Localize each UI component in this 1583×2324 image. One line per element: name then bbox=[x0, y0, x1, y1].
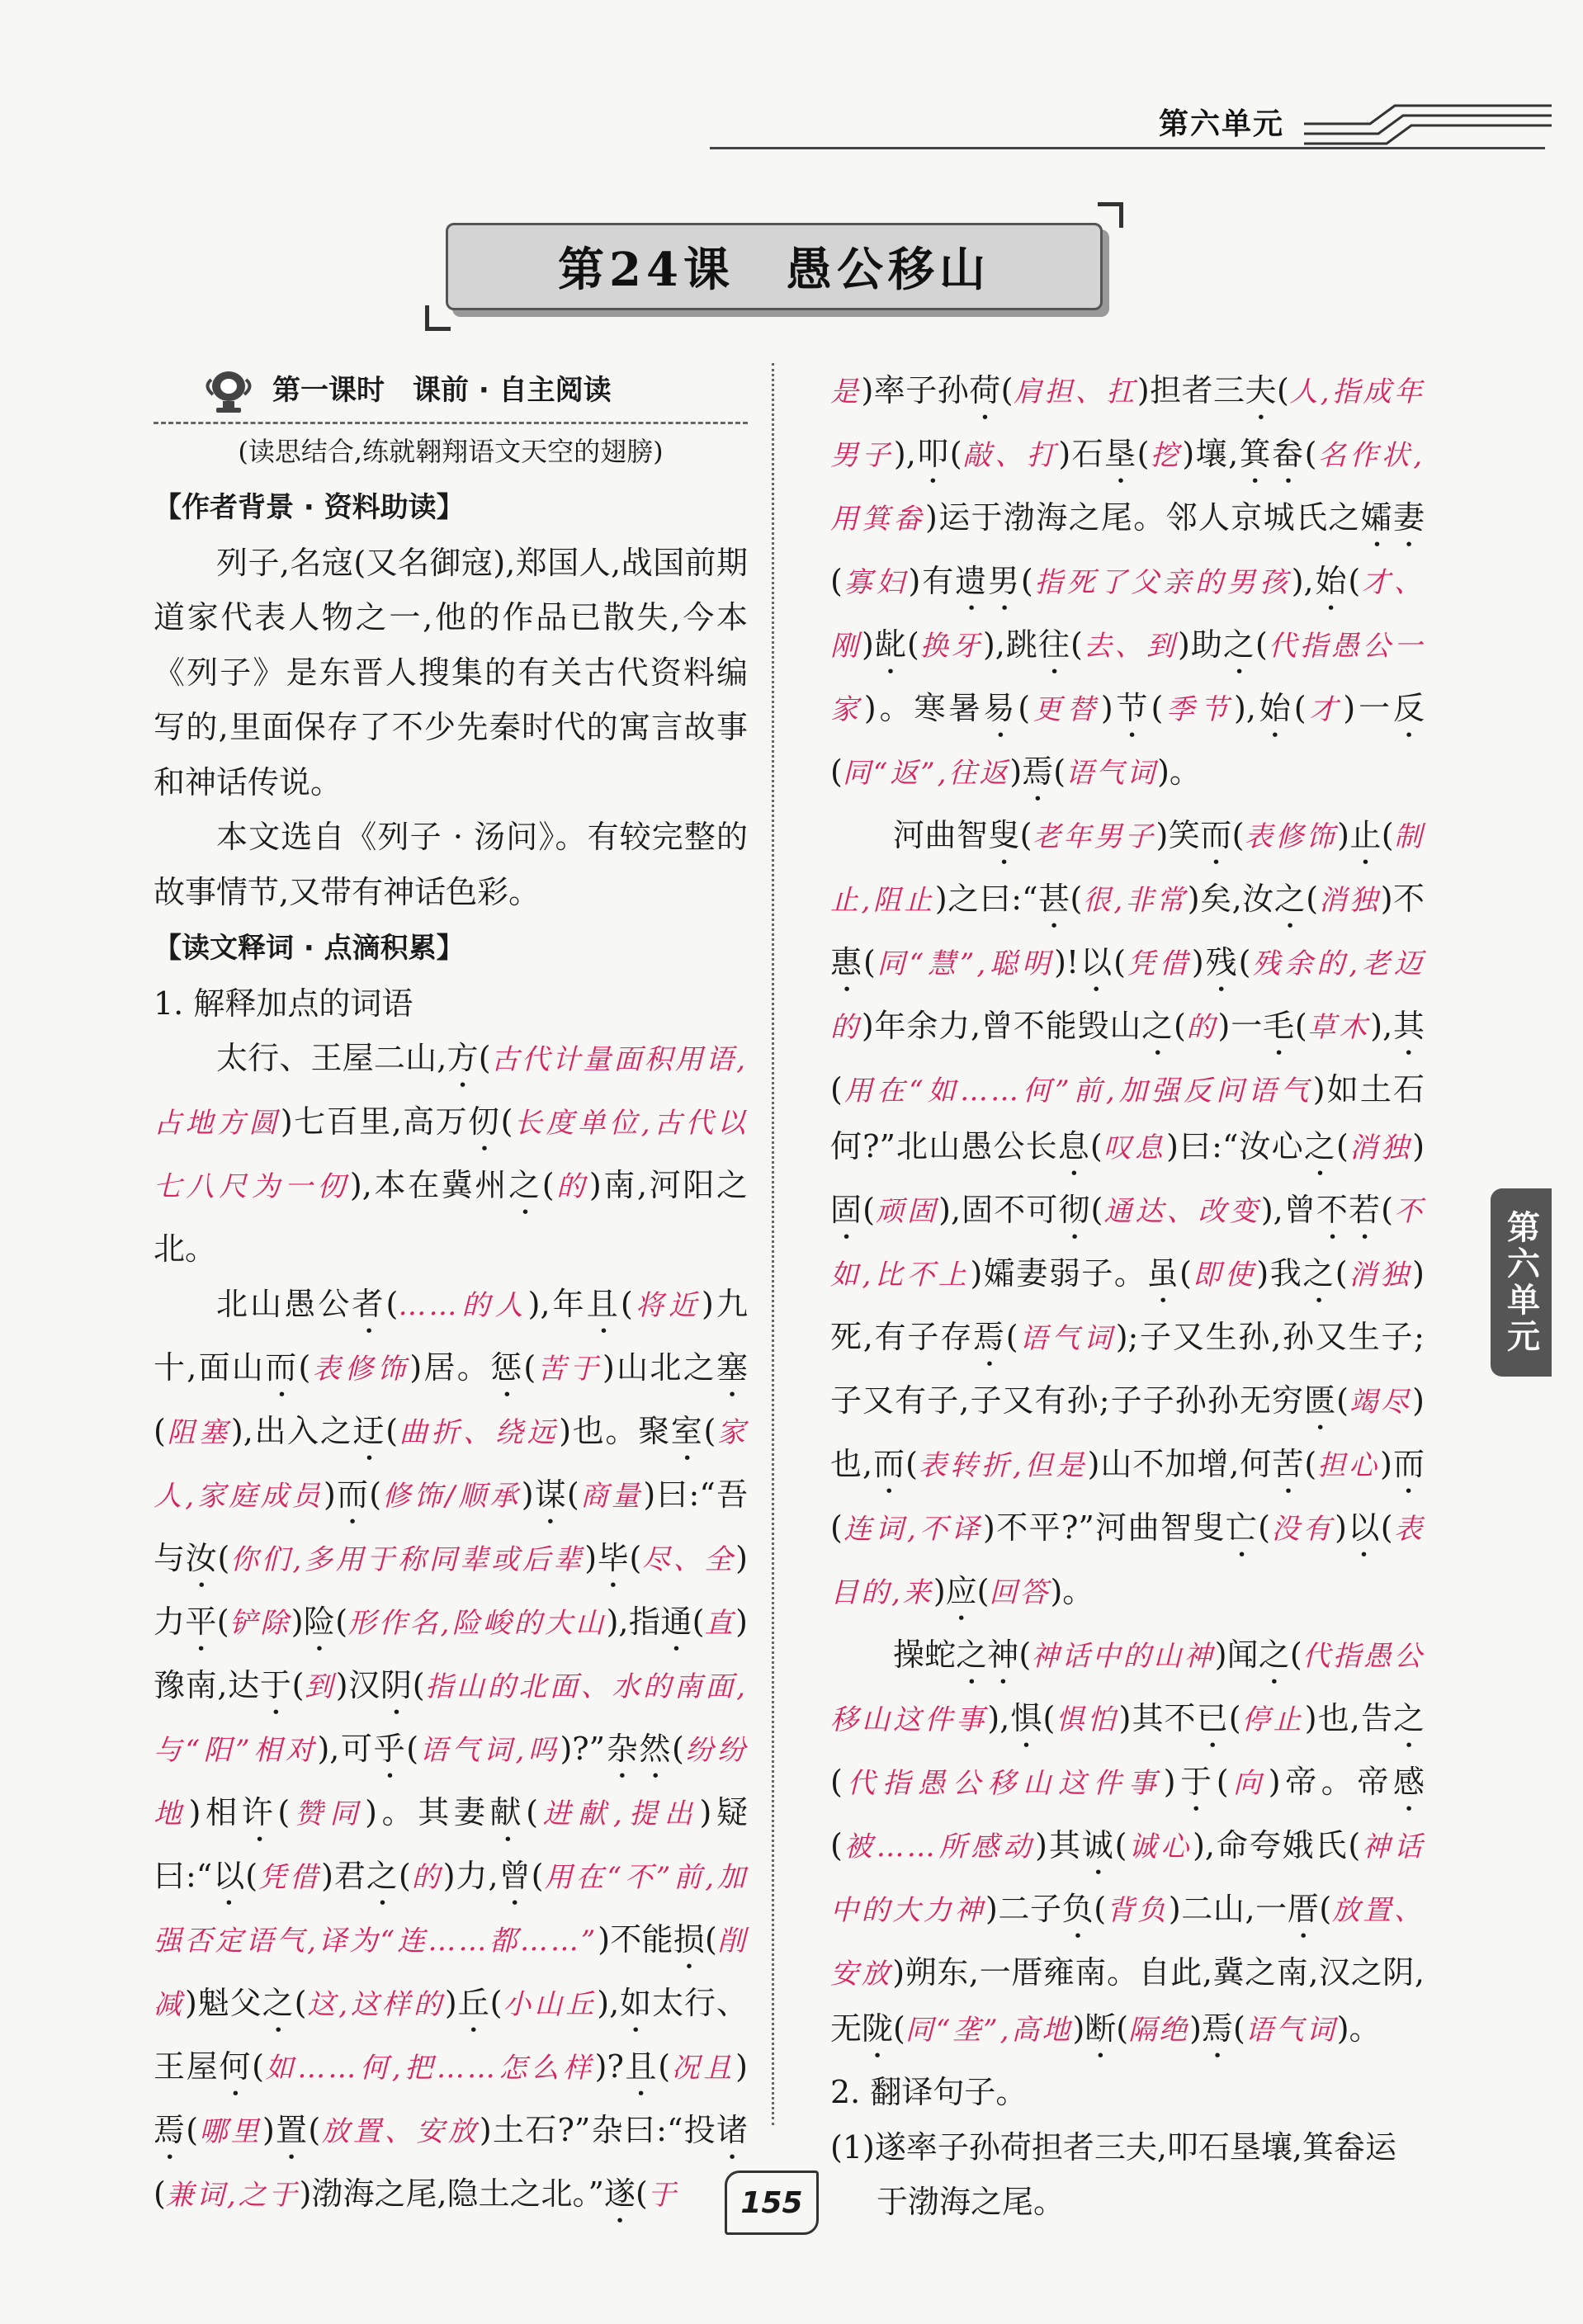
text-paragraph-1: 太行、王屋二山,方(古代计量面积用语,占地方圆)七百里,高万仞(长度单位,古代以七八尺为一仞),本在冀州之(的)南,河阳之北。 bbox=[154, 1040, 749, 1267]
question-2: 2. 翻译句子。 bbox=[830, 2074, 1028, 2110]
text-paragraph-4: 操蛇之神(神话中的山神)闻之(代指愚公移山这件事),惧(惧怕)其不已(停止)也,告之(代指愚公移山这件事)于(向)帝。帝感(被……所感动)其诚(诚心),命夸娥氏(神话中的大力神)二子负(背负)二山,一厝(放置、安放)朔东,一厝雍南。自此,冀之南,汉之阴,无陇(同“垄”,高地)断(隔绝)焉(语气词)。 bbox=[830, 1636, 1425, 2047]
vocab-heading: 【读文释词 · 点滴积累】 bbox=[154, 932, 465, 965]
page-number: 155 bbox=[725, 2170, 819, 2235]
question-2-1: (1)遂率子孙荷担者三夫,叩石垦壤,箕畚运 bbox=[830, 2128, 1396, 2166]
corner-mark bbox=[425, 305, 451, 331]
background-heading: 【作者背景 · 资料助读】 bbox=[154, 491, 465, 524]
lesson-title: 第24课 愚公移山 bbox=[558, 243, 990, 297]
header-decoration bbox=[1304, 99, 1552, 157]
background-paragraph: 列子,名寇(又名御寇),郑国人,战国前期道家代表人物之一,他的作品已散失,今本《列子》是东晋人搜集的有关古代资料编写的,里面保存了不少先秦时代的寓言故事和神话传说。 bbox=[154, 544, 748, 801]
source-paragraph: 本文选自《列子 · 汤问》。有较完整的故事情节,又带有神话色彩。 bbox=[154, 819, 748, 910]
left-column bbox=[154, 363, 748, 2230]
unit-side-tab: 第六单元 bbox=[1491, 1188, 1552, 1377]
lesson-title-box bbox=[446, 223, 1103, 310]
unit-title: 第六单元 bbox=[1159, 107, 1285, 141]
text-paragraph-2: 北山愚公者(……的人),年且(将近)九十,面山而(表修饰)居。惩(苦于)山北之塞(阻塞),出入之迂(曲折、绕远)也。聚室(家人,家庭成员)而(修饰/顺承)谋(商量)曰:“吾与汝(你们,多用于称同辈或后辈)毕(尽、全)力平(铲除)险(形作名,险峻的大山),指通(直)豫南,达于(到)汉阴(指山的北面、水的南面,与“阳”相对),可乎(语气词,吗)?”杂然(纷纷地)相许(赞同)。其妻献(进献,提出)疑曰:“以(凭借)君之(的)力,曾(用在“不”前,加强否定语气,译为“连……都……”)不能损(削减)魁父之(这,这样的)丘(小山丘),如太行、王屋何(如……何,把……怎么样)?且(况且)焉(哪里)置(放置、安放)土石?”杂曰:“投诸(兼词,之于)渤海之尾,隐土之北。”遂(于 bbox=[154, 1285, 749, 2212]
motto: (读思结合,练就翱翔语文天空的翅膀) bbox=[238, 435, 664, 467]
corner-mark bbox=[1098, 202, 1123, 228]
trophy-icon bbox=[203, 365, 254, 416]
right-column bbox=[830, 363, 1425, 2230]
question-2-1-cont: 于渤海之尾。 bbox=[877, 2184, 1066, 2220]
text-paragraph-3: 河曲智叟(老年男子)笑而(表修饰)止(制止,阻止)之曰:“甚(很,非常)矣,汝之(消独)不惠(同“慧”,聪明)!以(凭借)残(残余的,老迈的)年余力,曾不能毁山之(的)一毛(草木),其(用在“如……何”前,加强反问语气)如土石何?”北山愚公长息(叹息)曰:“汝心之(消独)固(顽固),固不可彻(通达、改变),曾不若(不如,比不上)孀妻弱子。虽(即使)我之(消独)死,有子存焉(语气词);子又生孙,孙又生子;子又有子,子又有孙;子子孙孙无穷匮(竭尽)也,而(表转折,但是)山不加增,何苦(担心)而(连词,不译)不平?”河曲智叟亡(没有)以(表目的,来)应(回答)。 bbox=[830, 817, 1425, 1609]
section-heading: 第一课时 课前 · 自主阅读 bbox=[203, 363, 748, 418]
question-1: 1. 解释加点的词语 bbox=[154, 985, 413, 1022]
column-divider bbox=[772, 363, 774, 2125]
text-paragraph-2-cont: 是)率子孙荷(肩担、扛)担者三夫(人,指成年男子),叩(敲、打)石垦(挖)壤,箕畚(名作状,用箕畚)运于渤海之尾。邻人京城氏之孀妻(寡妇)有遗男(指死了父亲的男孩),始(才、刚)龀(换牙),跳往(去、到)助之(代指愚公一家)。寒暑易(更替)节(季节),始(才)一反(同“返”,往返)焉(语气词)。 bbox=[830, 372, 1425, 790]
